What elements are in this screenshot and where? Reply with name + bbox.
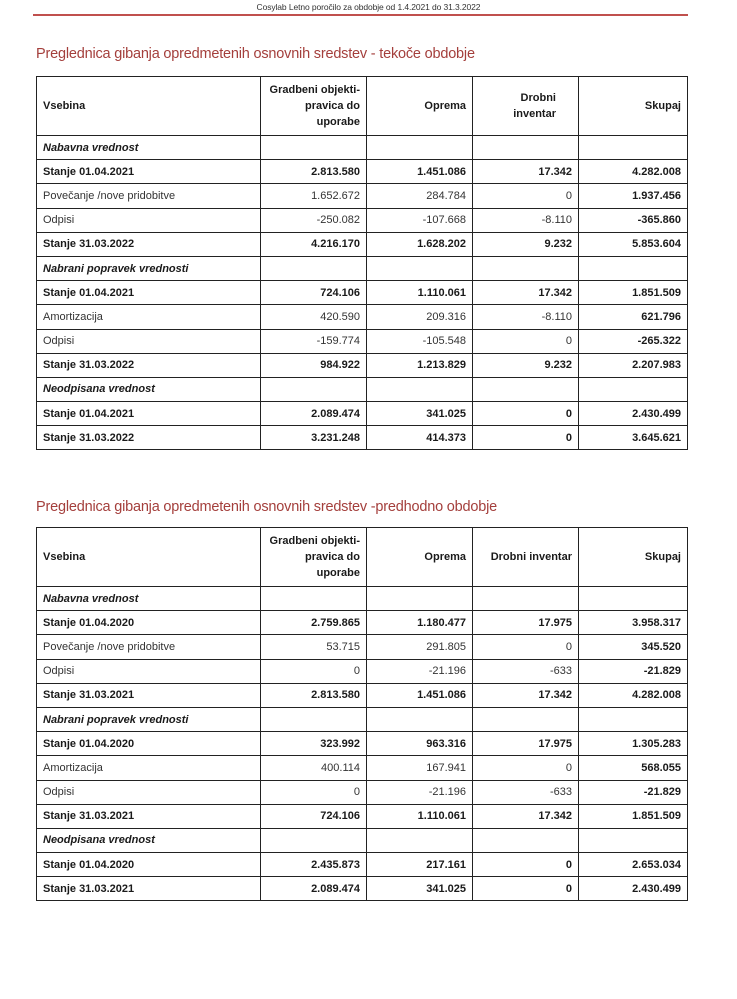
- cell-drobni-inventar: 0: [473, 853, 579, 877]
- cell-gradbeni-objekti: 420.590: [261, 305, 367, 329]
- cell-drobni-inventar: 0: [473, 329, 579, 353]
- cell-oprema: 414.373: [367, 426, 473, 450]
- cell-skupaj: 5.853.604: [579, 232, 688, 256]
- table-row: [37, 426, 688, 450]
- cell-skupaj: 3.958.317: [579, 611, 688, 635]
- cell-gradbeni-objekti: 2.759.865: [261, 611, 367, 635]
- cell-drobni-inventar: 0: [473, 635, 579, 659]
- table-header-row: [37, 528, 688, 587]
- cell-gradbeni-objekti: 2.813.580: [261, 683, 367, 707]
- cell-vsebina: Amortizacija: [37, 305, 261, 329]
- cell-drobni-inventar: 9.232: [473, 232, 579, 256]
- cell-vsebina: Nabrani popravek vrednosti: [37, 256, 261, 280]
- column-header-skupaj: Skupaj: [579, 528, 688, 587]
- section-row: [37, 377, 688, 401]
- cell-skupaj: [579, 256, 688, 280]
- cell-skupaj: 345.520: [579, 635, 688, 659]
- cell-gradbeni-objekti: [261, 256, 367, 280]
- cell-drobni-inventar: [473, 707, 579, 731]
- cell-gradbeni-objekti: 3.231.248: [261, 426, 367, 450]
- cell-oprema: [367, 377, 473, 401]
- cell-oprema: 341.025: [367, 877, 473, 901]
- previous-period-table: [36, 527, 688, 901]
- cell-oprema: [367, 707, 473, 731]
- cell-oprema: 1.110.061: [367, 804, 473, 828]
- previous-period-title: Preglednica gibanja opredmetenih osnovnih sredstev -predhodno obdobje: [36, 499, 498, 515]
- cell-oprema: [367, 256, 473, 280]
- cell-skupaj: [579, 707, 688, 731]
- section-row: [37, 136, 688, 160]
- cell-gradbeni-objekti: 0: [261, 780, 367, 804]
- cell-skupaj: -265.322: [579, 329, 688, 353]
- cell-gradbeni-objekti: 53.715: [261, 635, 367, 659]
- column-header-oprema: Oprema: [367, 77, 473, 136]
- cell-oprema: 217.161: [367, 853, 473, 877]
- table-row: [37, 756, 688, 780]
- cell-skupaj: 4.282.008: [579, 683, 688, 707]
- cell-oprema: [367, 828, 473, 852]
- cell-vsebina: Amortizacija: [37, 756, 261, 780]
- cell-oprema: 291.805: [367, 635, 473, 659]
- column-header-gradbeni-objekti: Gradbeni objekti-pravica do uporabe: [261, 528, 367, 587]
- cell-gradbeni-objekti: 2.089.474: [261, 877, 367, 901]
- cell-gradbeni-objekti: 323.992: [261, 732, 367, 756]
- cell-vsebina: Stanje 01.04.2020: [37, 732, 261, 756]
- column-header-oprema: Oprema: [367, 528, 473, 587]
- cell-drobni-inventar: 17.342: [473, 160, 579, 184]
- table-row: [37, 877, 688, 901]
- cell-oprema: [367, 136, 473, 160]
- cell-vsebina: Nabrani popravek vrednosti: [37, 707, 261, 731]
- cell-gradbeni-objekti: [261, 828, 367, 852]
- table-row: [37, 732, 688, 756]
- cell-oprema: 1.213.829: [367, 353, 473, 377]
- cell-drobni-inventar: [473, 377, 579, 401]
- cell-gradbeni-objekti: 724.106: [261, 804, 367, 828]
- cell-vsebina: Neodpisana vrednost: [37, 828, 261, 852]
- cell-drobni-inventar: 17.975: [473, 611, 579, 635]
- cell-skupaj: 1.851.509: [579, 804, 688, 828]
- cell-skupaj: 3.645.621: [579, 426, 688, 450]
- cell-vsebina: Neodpisana vrednost: [37, 377, 261, 401]
- cell-oprema: 209.316: [367, 305, 473, 329]
- cell-drobni-inventar: 0: [473, 877, 579, 901]
- cell-vsebina: Nabavna vrednost: [37, 136, 261, 160]
- cell-oprema: [367, 587, 473, 611]
- cell-oprema: 284.784: [367, 184, 473, 208]
- cell-gradbeni-objekti: 984.922: [261, 353, 367, 377]
- cell-skupaj: 568.055: [579, 756, 688, 780]
- cell-drobni-inventar: 17.975: [473, 732, 579, 756]
- table-row: [37, 635, 688, 659]
- cell-skupaj: 1.305.283: [579, 732, 688, 756]
- cell-vsebina: Odpisi: [37, 659, 261, 683]
- section-row: [37, 256, 688, 280]
- cell-skupaj: 621.796: [579, 305, 688, 329]
- table-row: [37, 232, 688, 256]
- table-row: [37, 353, 688, 377]
- table-row: [37, 780, 688, 804]
- header-rule: [33, 14, 688, 16]
- cell-drobni-inventar: -633: [473, 659, 579, 683]
- cell-drobni-inventar: 9.232: [473, 353, 579, 377]
- cell-skupaj: [579, 377, 688, 401]
- cell-vsebina: Stanje 31.03.2021: [37, 804, 261, 828]
- cell-gradbeni-objekti: -250.082: [261, 208, 367, 232]
- column-header-vsebina: Vsebina: [37, 77, 261, 136]
- cell-vsebina: Odpisi: [37, 780, 261, 804]
- cell-vsebina: Stanje 01.04.2021: [37, 160, 261, 184]
- cell-drobni-inventar: -633: [473, 780, 579, 804]
- table-row: [37, 184, 688, 208]
- cell-vsebina: Stanje 01.04.2020: [37, 853, 261, 877]
- column-header-gradbeni-objekti: Gradbeni objekti-pravica do uporabe: [261, 77, 367, 136]
- cell-oprema: 1.180.477: [367, 611, 473, 635]
- column-header-drobni-inventar: Drobni inventar: [473, 77, 579, 136]
- cell-oprema: 1.451.086: [367, 160, 473, 184]
- cell-oprema: -105.548: [367, 329, 473, 353]
- cell-oprema: -21.196: [367, 780, 473, 804]
- cell-vsebina: Stanje 01.04.2020: [37, 611, 261, 635]
- cell-gradbeni-objekti: -159.774: [261, 329, 367, 353]
- cell-vsebina: Odpisi: [37, 208, 261, 232]
- cell-skupaj: 2.653.034: [579, 853, 688, 877]
- table-row: [37, 659, 688, 683]
- cell-drobni-inventar: [473, 828, 579, 852]
- table-body: [37, 587, 688, 901]
- cell-oprema: 1.628.202: [367, 232, 473, 256]
- cell-gradbeni-objekti: [261, 377, 367, 401]
- table-row: [37, 611, 688, 635]
- current-period-table: [36, 76, 688, 450]
- column-header-skupaj: Skupaj: [579, 77, 688, 136]
- cell-vsebina: Povečanje /nove pridobitve: [37, 184, 261, 208]
- cell-oprema: -107.668: [367, 208, 473, 232]
- cell-drobni-inventar: 0: [473, 756, 579, 780]
- column-header-vsebina: Vsebina: [37, 528, 261, 587]
- cell-skupaj: 2.430.499: [579, 877, 688, 901]
- cell-gradbeni-objekti: [261, 707, 367, 731]
- table-row: [37, 305, 688, 329]
- cell-drobni-inventar: [473, 136, 579, 160]
- cell-oprema: 963.316: [367, 732, 473, 756]
- cell-oprema: 167.941: [367, 756, 473, 780]
- cell-vsebina: Nabavna vrednost: [37, 587, 261, 611]
- cell-oprema: 1.451.086: [367, 683, 473, 707]
- cell-skupaj: -21.829: [579, 659, 688, 683]
- cell-oprema: 341.025: [367, 402, 473, 426]
- cell-vsebina: Odpisi: [37, 329, 261, 353]
- cell-skupaj: [579, 587, 688, 611]
- table-row: [37, 683, 688, 707]
- cell-skupaj: -365.860: [579, 208, 688, 232]
- cell-vsebina: Stanje 31.03.2022: [37, 232, 261, 256]
- table-body: [37, 136, 688, 450]
- cell-gradbeni-objekti: 400.114: [261, 756, 367, 780]
- cell-vsebina: Stanje 01.04.2021: [37, 402, 261, 426]
- cell-vsebina: Stanje 31.03.2021: [37, 877, 261, 901]
- cell-skupaj: 2.430.499: [579, 402, 688, 426]
- cell-vsebina: Povečanje /nove pridobitve: [37, 635, 261, 659]
- table-row: [37, 281, 688, 305]
- cell-skupaj: [579, 828, 688, 852]
- cell-drobni-inventar: [473, 256, 579, 280]
- cell-gradbeni-objekti: 724.106: [261, 281, 367, 305]
- cell-gradbeni-objekti: 2.089.474: [261, 402, 367, 426]
- cell-drobni-inventar: 17.342: [473, 804, 579, 828]
- cell-oprema: -21.196: [367, 659, 473, 683]
- cell-drobni-inventar: [473, 587, 579, 611]
- page-header: Cosylab Letno poročilo za obdobje od 1.4.2021 do 31.3.2022: [256, 2, 481, 12]
- cell-skupaj: 1.851.509: [579, 281, 688, 305]
- table-row: [37, 402, 688, 426]
- cell-gradbeni-objekti: 2.813.580: [261, 160, 367, 184]
- current-period-title: Preglednica gibanja opredmetenih osnovnih sredstev - tekoče obdobje: [36, 46, 475, 62]
- section-row: [37, 828, 688, 852]
- column-header-drobni-inventar: Drobni inventar: [473, 528, 579, 587]
- cell-gradbeni-objekti: [261, 136, 367, 160]
- cell-drobni-inventar: 0: [473, 426, 579, 450]
- cell-vsebina: Stanje 31.03.2022: [37, 353, 261, 377]
- table-row: [37, 160, 688, 184]
- cell-gradbeni-objekti: 4.216.170: [261, 232, 367, 256]
- cell-skupaj: 4.282.008: [579, 160, 688, 184]
- cell-gradbeni-objekti: 2.435.873: [261, 853, 367, 877]
- table-row: [37, 853, 688, 877]
- cell-skupaj: 1.937.456: [579, 184, 688, 208]
- cell-gradbeni-objekti: 1.652.672: [261, 184, 367, 208]
- cell-drobni-inventar: -8.110: [473, 208, 579, 232]
- cell-skupaj: 2.207.983: [579, 353, 688, 377]
- cell-drobni-inventar: -8.110: [473, 305, 579, 329]
- cell-drobni-inventar: 0: [473, 402, 579, 426]
- table-row: [37, 208, 688, 232]
- cell-gradbeni-objekti: 0: [261, 659, 367, 683]
- cell-gradbeni-objekti: [261, 587, 367, 611]
- cell-skupaj: [579, 136, 688, 160]
- cell-vsebina: Stanje 31.03.2022: [37, 426, 261, 450]
- cell-vsebina: Stanje 01.04.2021: [37, 281, 261, 305]
- section-row: [37, 707, 688, 731]
- table-row: [37, 329, 688, 353]
- section-row: [37, 587, 688, 611]
- table-header-row: [37, 77, 688, 136]
- table-row: [37, 804, 688, 828]
- cell-vsebina: Stanje 31.03.2021: [37, 683, 261, 707]
- cell-drobni-inventar: 0: [473, 184, 579, 208]
- cell-oprema: 1.110.061: [367, 281, 473, 305]
- cell-drobni-inventar: 17.342: [473, 281, 579, 305]
- cell-drobni-inventar: 17.342: [473, 683, 579, 707]
- cell-skupaj: -21.829: [579, 780, 688, 804]
